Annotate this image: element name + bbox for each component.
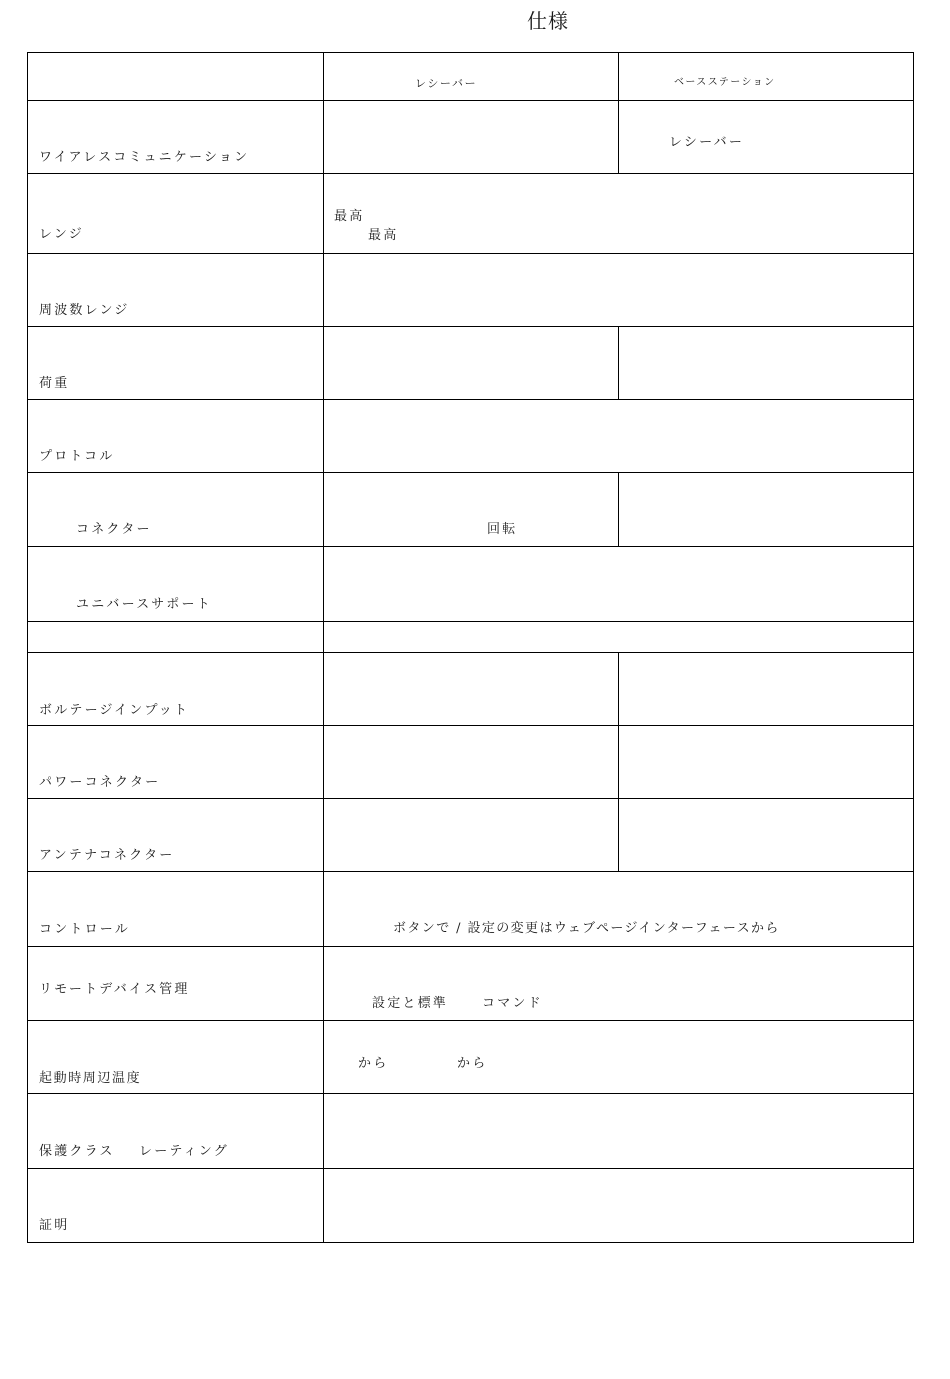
row-divider	[28, 173, 913, 174]
value-temperature-from1: から	[358, 1056, 389, 1071]
label-antenna: アンテナコネクター	[39, 848, 175, 863]
row-divider	[28, 399, 913, 400]
value-connector-receiver: 回転	[487, 522, 518, 537]
page-title: 仕様	[527, 9, 569, 33]
value-range-line1: 最高	[334, 209, 365, 224]
row-divider	[28, 798, 913, 799]
row-divider	[28, 621, 913, 622]
label-frequency: 周波数レンジ	[39, 303, 130, 318]
column-divider	[618, 53, 619, 173]
spec-table	[27, 52, 914, 1243]
label-connector: コネクター	[76, 522, 152, 537]
label-remote: リモートデバイス管理	[39, 982, 190, 997]
row-divider	[28, 1020, 913, 1021]
label-control: コントロール	[39, 922, 130, 937]
label-certification: 証明	[39, 1218, 70, 1233]
label-power: パワーコネクター	[39, 775, 161, 790]
label-temperature: 起動時周辺温度	[39, 1071, 142, 1086]
label-voltage: ボルテージインプット	[39, 703, 190, 718]
value-range-line2: 最高	[368, 228, 399, 243]
value-control: ボタンで / 設定の変更はウェブページインターフェースから	[393, 921, 780, 936]
row-divider	[28, 871, 913, 872]
row-divider	[28, 1093, 913, 1094]
label-protection-b: レーティング	[139, 1144, 229, 1159]
value-remote-b: コマンド	[482, 996, 543, 1011]
column-divider	[618, 652, 619, 871]
row-divider	[28, 546, 913, 547]
header-base-station: ベースステーション	[674, 77, 776, 88]
row-divider	[28, 725, 913, 726]
label-range: レンジ	[39, 227, 84, 242]
label-protocol: プロトコル	[39, 449, 115, 464]
column-divider	[618, 472, 619, 546]
column-divider	[323, 53, 324, 1242]
label-load: 荷重	[39, 376, 70, 391]
value-remote-a: 設定と標準	[372, 996, 449, 1011]
header-receiver: レシーバー	[415, 77, 478, 90]
label-protection-a: 保護クラス	[39, 1144, 115, 1159]
label-universe: ユニバースサポート	[76, 597, 212, 612]
row-divider	[28, 326, 913, 327]
value-temperature-from2: から	[457, 1056, 488, 1071]
value-wireless-base: レシーバー	[669, 135, 745, 150]
row-divider	[28, 100, 913, 101]
column-divider	[618, 326, 619, 399]
row-divider	[28, 652, 913, 653]
row-divider	[28, 253, 913, 254]
row-divider	[28, 472, 913, 473]
label-wireless: ワイアレスコミュニケーション	[39, 150, 250, 165]
row-divider	[28, 946, 913, 947]
row-divider	[28, 1168, 913, 1169]
